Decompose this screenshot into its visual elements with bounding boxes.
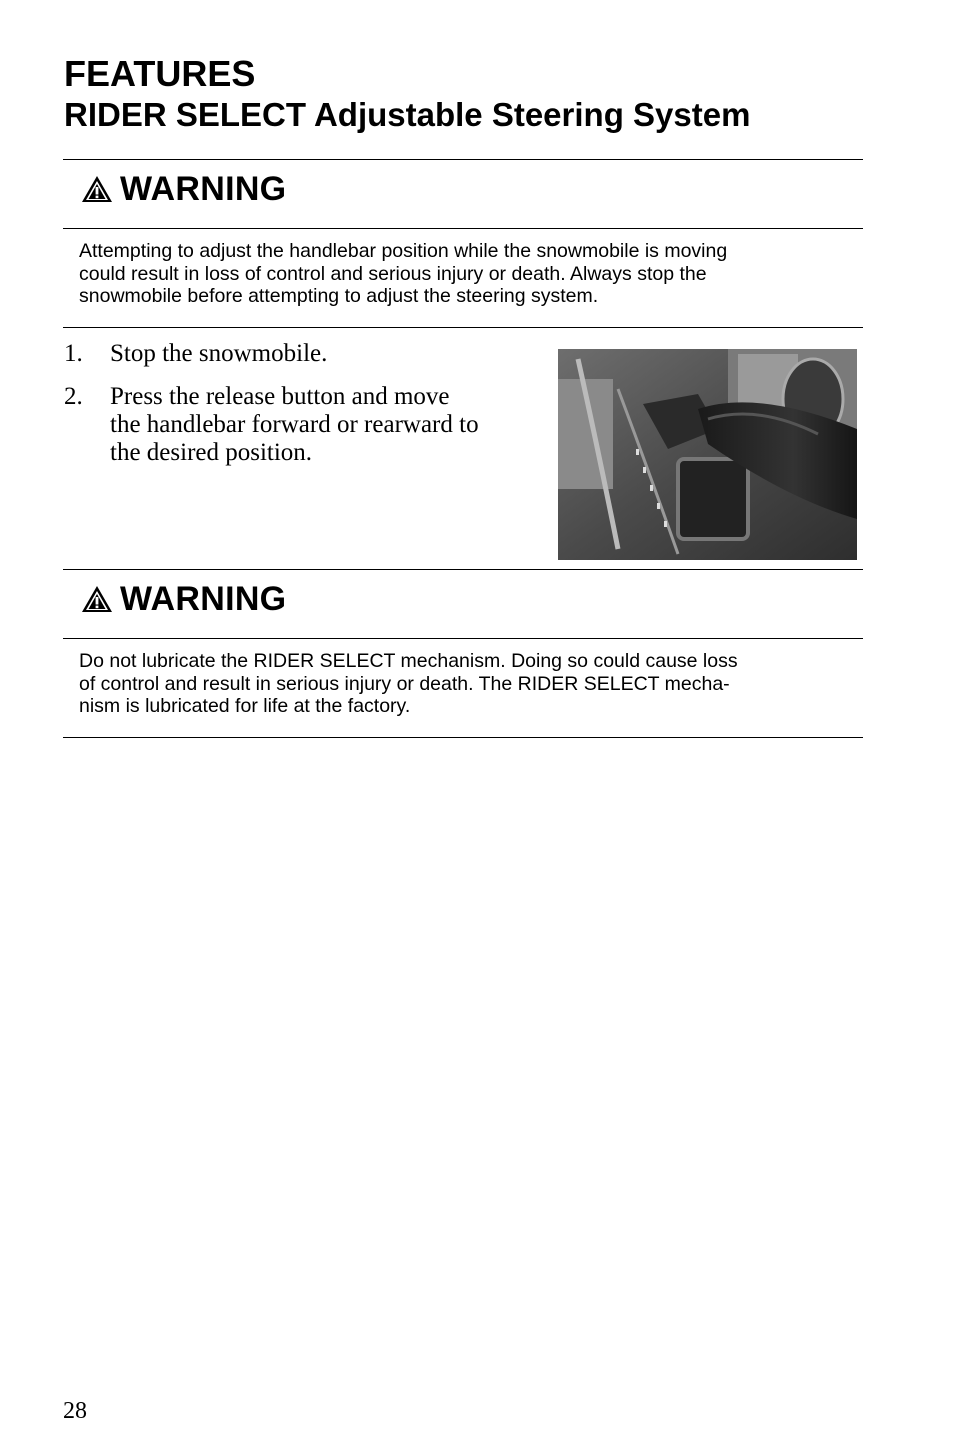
warning-line: could result in loss of control and serious injury or death. Always stop the <box>79 262 707 285</box>
page-number: 28 <box>63 1398 87 1424</box>
section-title: FEATURES <box>64 53 256 94</box>
step-number: 2. <box>64 383 83 410</box>
warning-text-1 <box>79 240 854 308</box>
divider <box>63 327 863 328</box>
warning-heading-2 <box>80 579 286 619</box>
steps-list <box>64 340 484 482</box>
warning-line: Do not lubricate the RIDER SELECT mechanism. Doing so could cause loss <box>79 650 738 672</box>
step-number: 1. <box>64 340 83 367</box>
list-item <box>64 340 484 368</box>
warning-heading-1 <box>80 169 286 209</box>
warning-text-2 <box>79 650 854 718</box>
warning-line: Attempting to adjust the handlebar position while the snowmobile is moving <box>79 240 728 262</box>
divider <box>63 228 863 229</box>
warning-label: WARNING <box>120 579 287 618</box>
step-text: Press the release button and move the handlebar forward or rearward to the desired position. <box>110 383 479 466</box>
warning-triangle-icon <box>80 174 114 204</box>
page-title: RIDER SELECT Adjustable Steering System <box>64 96 751 133</box>
divider <box>63 569 863 570</box>
step-text: Stop the snowmobile. <box>110 340 328 367</box>
divider <box>63 159 863 160</box>
warning-line: snowmobile before attempting to adjust the steering system. <box>79 285 599 307</box>
divider <box>63 638 863 639</box>
warning-line: nism is lubricated for life at the factory. <box>79 695 411 717</box>
list-item <box>64 383 484 467</box>
divider <box>63 737 863 738</box>
warning-label: WARNING <box>120 169 287 208</box>
handlebar-release-photo <box>558 349 857 560</box>
warning-line: of control and result in serious injury or death. The RIDER SELECT mecha- <box>79 672 730 695</box>
warning-triangle-icon <box>80 584 114 614</box>
